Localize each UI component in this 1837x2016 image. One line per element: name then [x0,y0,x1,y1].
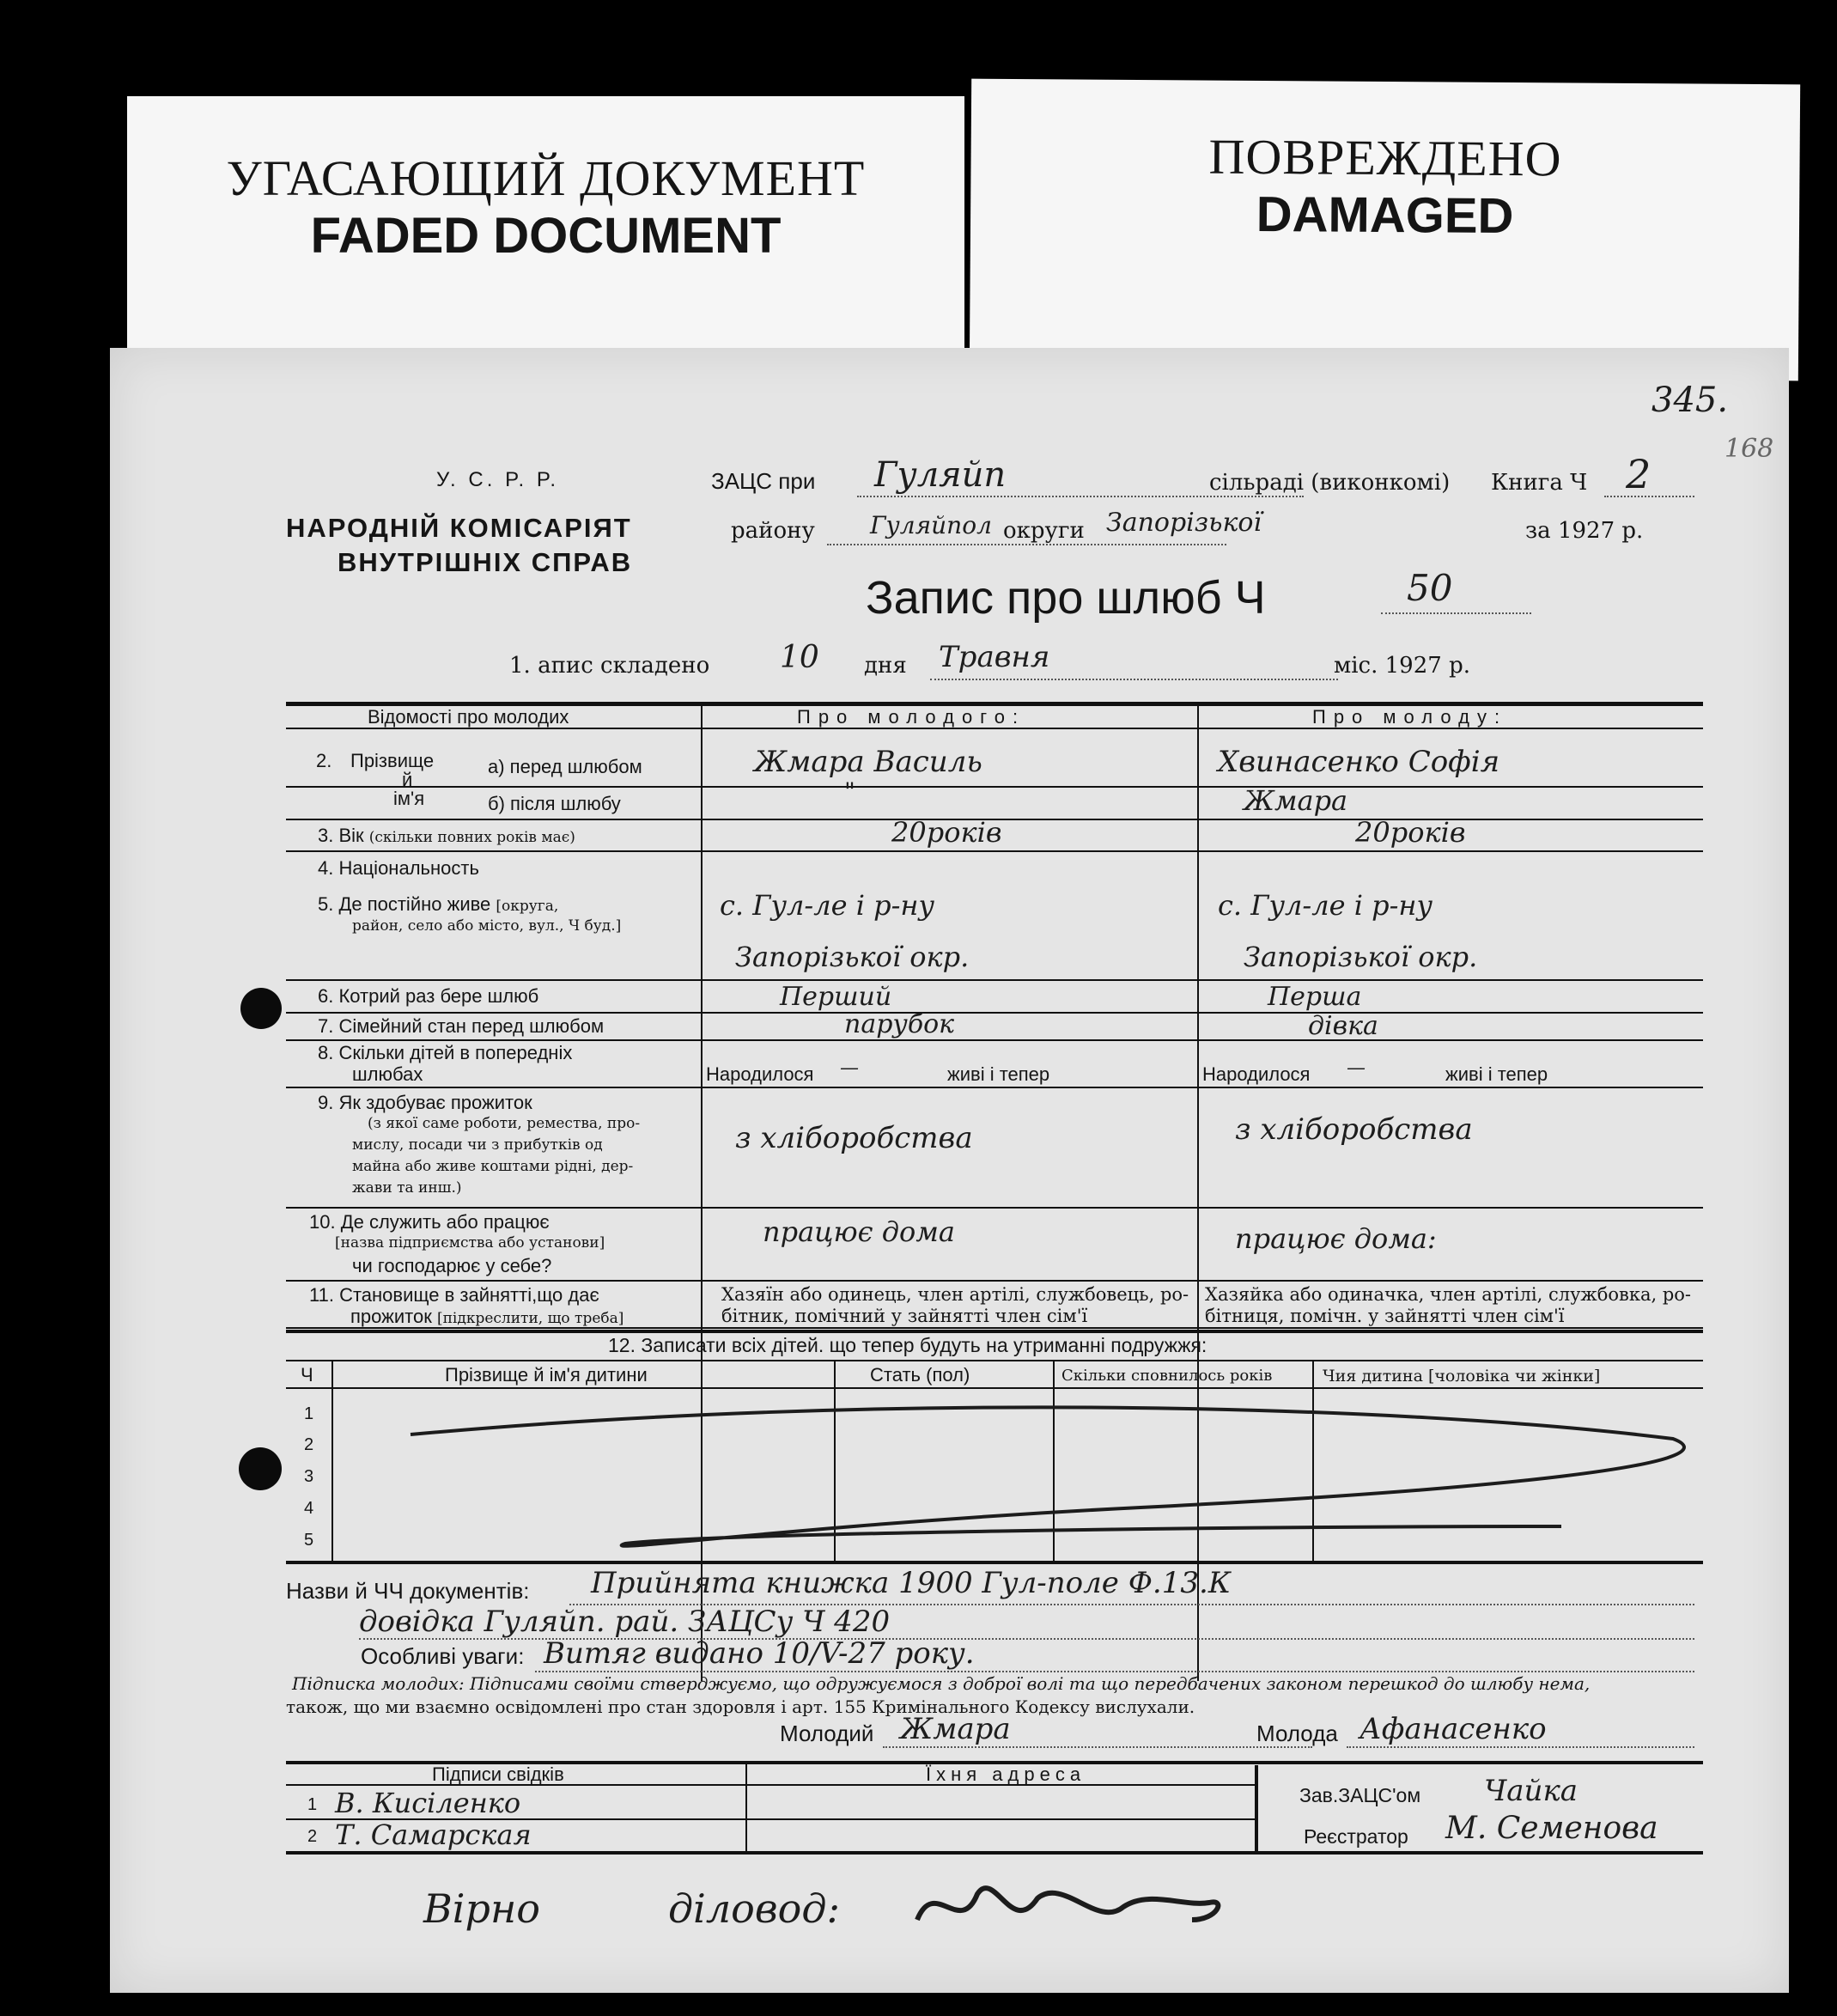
children-col-name: Прізвище й ім'я дитини [445,1364,648,1386]
child-row-2: 2 [304,1435,314,1454]
children-col-sex: Стать (пол) [870,1364,970,1386]
bride-sign-label: Молода [1256,1721,1338,1746]
bride-name-after: Жмара [1244,784,1348,817]
row10-sub: [назва підприємства або установи] [335,1234,605,1252]
row11-label-b: прожиток [підкреслити, що треба] [350,1306,624,1327]
clerk-signature [110,348,1789,1993]
row5-label: 5. Де постійно живе [округа, [318,893,559,915]
groom-sign-label: Молодий [780,1721,874,1746]
registrar-label: Реєстратор [1304,1825,1408,1848]
documents-label: Назви й ЧЧ документів: [286,1578,530,1604]
bride-marriage-count: Перша [1268,982,1362,1012]
row4-label: 4. Національность [318,857,479,879]
usrr-heading: У. С. Р. Р. [436,468,560,491]
groom-name-after: " [844,777,855,806]
row3-label: 3. Вік (скільки повних років має) [318,825,575,846]
row7-label: 7. Сімейний стан перед шлюбом [318,1015,605,1037]
zags-value: Гуляйп [874,455,1007,495]
witness-1-num: 1 [307,1795,318,1814]
groom-signature: Жмара [900,1712,1011,1746]
row10-label-b: чи господарює у себе? [352,1255,552,1276]
council-label: сільраді (виконкомі) [1209,470,1451,496]
documents-line2: довідка Гуляйп. рай. ЗАЦСу Ч 420 [359,1605,891,1639]
child-row-1: 1 [304,1404,314,1423]
notes-label: Особливі уваги: [361,1643,525,1669]
damaged-label-en: DAMAGED [1256,186,1514,245]
record-month: Травня [939,640,1050,674]
child-row-5: 5 [304,1531,314,1550]
child-row-4: 4 [304,1499,314,1518]
bride-children-alive-label: живі і тепер [1445,1063,1548,1085]
groom-status: парубок [844,1009,955,1039]
corner-mark: 168 [1724,434,1774,464]
row10-label-a: 10. Де служить або працює [309,1211,550,1233]
commissariat-line2: ВНУТРІШНІХ СПРАВ [338,547,633,577]
col-info-header: Відомості про молодих [368,706,569,728]
faded-label-ru: УГАСАЮЩИЙ ДОКУМЕНТ [226,150,866,206]
documents-line1: Прийнята книжка 1900 Гул-поле Ф.13.К [591,1566,1232,1600]
bride-livelihood: з хліборобства [1235,1112,1473,1147]
groom-children-born-label: Народилося [706,1063,814,1085]
col-bride-header: Про молоду: [1312,706,1508,728]
groom-occupation-2: бітник, помічний у зайнятті член сім'ї [721,1306,1088,1326]
page-number: 345. [1651,381,1729,420]
bride-name-before: Хвинасенко Софія [1218,745,1500,779]
row2-after: б) після шлюбу [488,793,621,814]
groom-occupation-1: Хазяїн або одинець, член артілі, службовець, ро- [721,1284,1189,1305]
row9-sub4: жави та инш.) [352,1179,462,1197]
record-number: 50 [1407,567,1453,609]
bride-work: працює дома: [1235,1222,1437,1255]
book-label: Книга Ч [1491,470,1588,496]
groom-address-2: Запорізької окр. [735,941,970,973]
row8-label-a: 8. Скільки дітей в попередніх [318,1042,573,1063]
witness-2-num: 2 [307,1827,318,1846]
book-value: 2 [1626,451,1651,497]
record-date-suffix: міс. 1927 р. [1334,653,1470,679]
row2-label-b: й [402,769,413,790]
groom-children-alive-label: живі і тепер [947,1063,1050,1085]
signature-declaration-1: Підписка молодих: Підписами своїми стверджуємо, що одружуємося з доброї волі та що передбачених законом перешкод до шлюбу нема, [292,1673,1591,1694]
row9-sub2: мислу, посади чи з прибутків од [352,1136,603,1154]
head-label: Зав.ЗАЦС'ом [1299,1784,1421,1806]
faded-document-label [127,96,964,380]
groom-livelihood: з хліборобства [735,1121,973,1155]
child-row-3: 3 [304,1467,314,1486]
row9-sub3: майна або живе коштами рідні, дер- [352,1158,634,1175]
groom-address-1: с. Гул-ле і р-ну [720,889,935,922]
head-signature: Чайка [1484,1774,1578,1808]
row9-label: 9. Як здобуває прожиток [318,1092,532,1113]
district-value: Гуляйпол [870,511,992,539]
bride-address-1: с. Гул-ле і р-ну [1218,889,1433,922]
bride-status: дівка [1308,1011,1378,1041]
row5-sub: район, село або місто, вул., Ч буд.] [352,917,622,935]
district-label: району [731,518,815,544]
bride-children-born-label: Народилося [1202,1063,1311,1085]
certified-mark: Вірно [423,1885,540,1932]
marriage-record-document [110,348,1789,1993]
groom-marriage-count: Перший [780,982,892,1012]
children-col-whose: Чия дитина [чоловіка чи жінки] [1323,1367,1601,1386]
faded-label-en: FADED DOCUMENT [310,208,782,264]
zags-label: ЗАЦС при [711,468,816,494]
children-col-num: Ч [301,1364,313,1386]
okrug-label: округи [1003,518,1085,544]
col-groom-header: Про молодого: [797,706,1026,728]
bride-age: 20років [1355,816,1466,849]
year-label: за 1927 р. [1525,518,1644,544]
record-day-label: дня [864,653,907,679]
row8-label-b: шлюбах [352,1063,423,1085]
commissariat-line1: НАРОДНІЙ КОМІСАРІЯТ [286,513,632,543]
children-title: 12. Записати всіх дітей. що тепер будуть на утриманні подружжя: [608,1334,1207,1356]
row11-label-a: 11. Становище в зайнятті,що дає [309,1284,599,1306]
row9-sub1: (з якої саме роботи, ремества, про- [368,1115,641,1132]
okrug-value: Запорізької [1106,508,1262,538]
children-col-age: Скільки сповнилось років [1061,1367,1273,1385]
record-date-prefix: 1. апис складено [509,653,710,679]
groom-age: 20років [891,816,1002,849]
row2-before: а) перед шлюбом [488,756,642,777]
signature-declaration-2: також, що ми взаємно освідомлені про стан здоровля і арт. 155 Кримінального Кодексу вислухали. [286,1696,1195,1717]
row2-label-a: Прізвище [350,750,435,771]
row2-label-c: ім'я [393,788,425,809]
bride-address-2: Запорізької окр. [1244,941,1478,973]
bride-signature: Афанасенко [1360,1712,1547,1746]
row2-num: 2. [316,750,332,771]
witness-col-addr: Їхня адреса [926,1763,1086,1785]
record-title: Запис про шлюб Ч [866,572,1266,624]
bride-children-born: — [1347,1057,1366,1079]
groom-name-before: Жмара Василь [754,745,982,779]
bride-occupation-1: Хазяйка або одиначка, член артілі, службовка, ро- [1205,1284,1692,1305]
damaged-label-ru: ПОВРЕЖДЕНО [1208,128,1562,187]
witness-1-signature: В. Кисіленко [335,1787,521,1819]
groom-work: працює дома [763,1215,955,1248]
clerk-label: діловод: [668,1885,840,1932]
row6-label: 6. Котрий раз бере шлюб [318,985,539,1007]
notes-value: Витяг видано 10/V-27 року. [544,1636,975,1671]
witness-col-sig: Підписи свідків [432,1763,564,1785]
groom-children-born: — [840,1057,859,1079]
witness-2-signature: Т. Самарская [335,1818,532,1851]
record-day: 10 [780,640,819,675]
bride-occupation-2: бітниця, помічн. у зайнятті член сім'ї [1205,1306,1565,1326]
damaged-document-label [970,79,1800,381]
registrar-signature: М. Семенова [1445,1811,1658,1846]
